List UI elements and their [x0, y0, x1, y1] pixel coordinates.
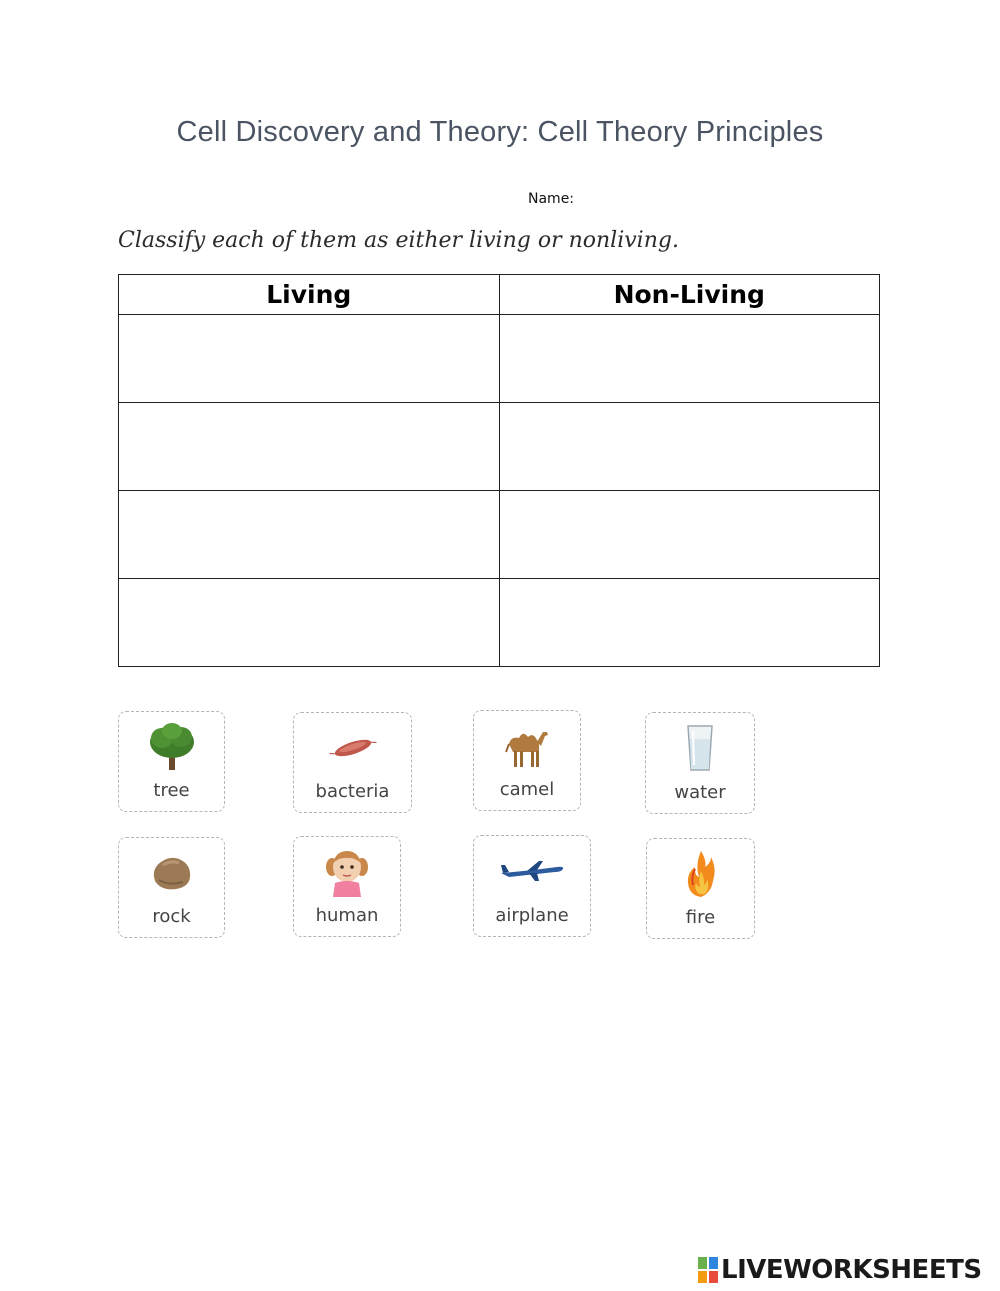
table-header-row: [119, 275, 880, 315]
instruction-text: Classify each of them as either living or nonliving.: [118, 228, 679, 253]
airplane-icon: [499, 859, 565, 883]
rock-icon: [149, 853, 195, 893]
non-living-drop-cell-2[interactable]: [499, 403, 880, 491]
card-tree[interactable]: [118, 711, 225, 812]
table-row: [119, 315, 880, 403]
card-label: human: [315, 905, 379, 926]
card-label: water: [674, 782, 726, 803]
card-label: rock: [152, 906, 191, 927]
bacteria-icon: [328, 733, 378, 763]
classification-table: [118, 274, 880, 667]
table-row: [119, 491, 880, 579]
fire-icon: [685, 849, 717, 899]
camel-icon: [501, 722, 553, 770]
living-drop-cell-2[interactable]: [119, 403, 500, 491]
card-bacteria[interactable]: [293, 712, 412, 813]
living-drop-cell-1[interactable]: [119, 315, 500, 403]
non-living-column-header: Non-Living: [499, 275, 880, 315]
name-label: Name:: [528, 191, 575, 207]
living-drop-cell-3[interactable]: [119, 491, 500, 579]
living-column-header: Living: [119, 275, 500, 315]
liveworksheets-logo-mark: [698, 1257, 718, 1283]
table-row: [119, 403, 880, 491]
page-title: Cell Discovery and Theory: Cell Theory Principles: [176, 116, 824, 148]
living-drop-cell-4[interactable]: [119, 579, 500, 667]
non-living-drop-cell-1[interactable]: [499, 315, 880, 403]
card-airplane[interactable]: [473, 835, 591, 937]
liveworksheets-wordmark: LIVEWORKSHEETS: [721, 1255, 982, 1285]
card-human[interactable]: [293, 836, 401, 937]
water-glass-icon: [683, 723, 717, 773]
non-living-drop-cell-3[interactable]: [499, 491, 880, 579]
card-label: bacteria: [315, 781, 390, 802]
card-water[interactable]: [645, 712, 755, 814]
card-rock[interactable]: [118, 837, 225, 938]
card-label: fire: [685, 907, 716, 928]
card-label: camel: [499, 779, 555, 800]
card-label: tree: [153, 780, 190, 801]
table-row: [119, 579, 880, 667]
tree-icon: [145, 722, 199, 772]
card-fire[interactable]: [646, 838, 755, 939]
card-label: airplane: [495, 905, 569, 926]
non-living-drop-cell-4[interactable]: [499, 579, 880, 667]
card-camel[interactable]: [473, 710, 581, 811]
liveworksheets-logo: [698, 1255, 982, 1285]
child-icon: [322, 847, 372, 897]
